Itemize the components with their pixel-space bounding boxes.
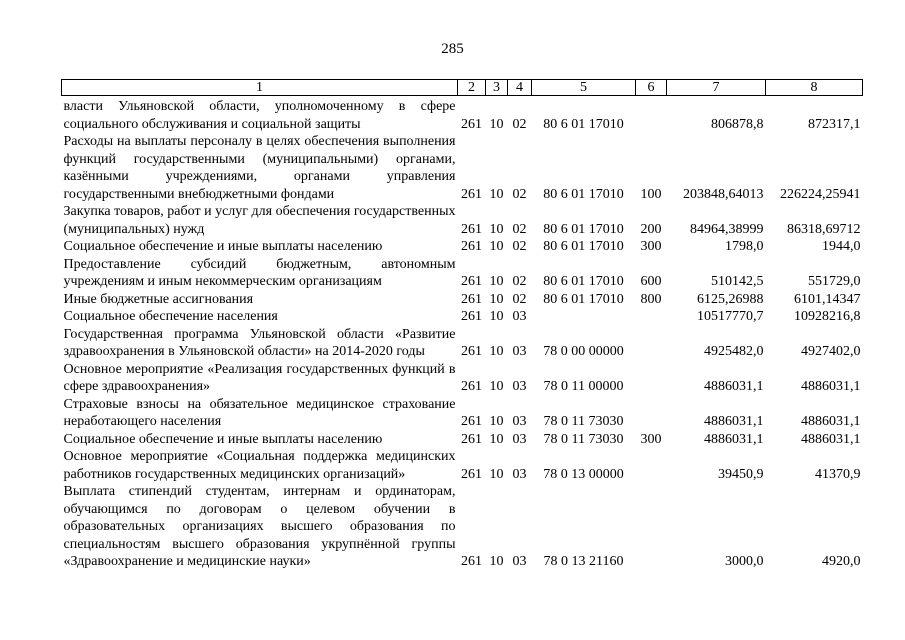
cell-subsection-code: 03 (512, 466, 527, 482)
cell-target-article: 78 0 13 00000 (543, 466, 624, 482)
cell-amount-col8: 86318,69712 (787, 221, 861, 237)
cell-subsection-code: 02 (512, 239, 527, 254)
cell-expense-type (636, 96, 667, 134)
row-name: Предоставление субсидий бюджетным, автономным учреждениям и иным некоммерческим организациям (63, 256, 456, 289)
column-header: 2 (458, 80, 486, 96)
cell-ministry-code: 261 (461, 554, 482, 569)
table-row (62, 291, 863, 309)
cell-amount-col8: 6101,14347 (794, 291, 861, 307)
cell-amount-col8: 4927402,0 (801, 344, 861, 359)
cell-subsection-code: 02 (512, 274, 527, 289)
row-name: Расходы на выплаты персоналу в целях обеспечения выполнения функций государственными (муниципальными) органами, казёнными учреждениями, органами управления государственными внебюджетными фондами (63, 134, 456, 202)
cell-subsection-code: 03 (512, 379, 527, 394)
cell-subsection-code: 03 (512, 344, 527, 359)
cell-section-code: 10 (489, 291, 504, 307)
row-name: Выплата стипендий студентам, интернам и ординаторам, обучающимся по договорам о целевом обучении в образовательных организациях высшего образования по специальностям высшего образования укрупнённой группы «Здравоохранение и медицинские науки» (63, 484, 456, 569)
cell-expense-type (636, 326, 667, 361)
cell-amount-col8: 872317,1 (808, 116, 861, 132)
page-number: 285 (441, 41, 464, 57)
cell-subsection-code: 02 (512, 116, 527, 132)
cell-section-code: 10 (489, 221, 504, 237)
column-header: 1 (62, 80, 458, 96)
cell-expense-type: 200 (640, 221, 662, 237)
cell-subsection-code: 03 (512, 431, 527, 447)
cell-amount-col7: 203848,64013 (683, 186, 764, 202)
column-header: 4 (508, 80, 532, 96)
cell-section-code: 10 (489, 239, 504, 254)
cell-section-code: 10 (489, 379, 504, 394)
cell-section-code: 10 (489, 554, 504, 569)
cell-ministry-code: 261 (461, 309, 482, 324)
cell-ministry-code: 261 (461, 274, 482, 289)
cell-ministry-code: 261 (461, 116, 482, 132)
cell-ministry-code: 261 (461, 379, 482, 394)
table-header (62, 80, 863, 96)
table-row (62, 431, 863, 449)
cell-target-article: 80 6 01 17010 (543, 186, 624, 202)
cell-target-article: 78 0 13 21160 (543, 554, 624, 569)
cell-ministry-code: 261 (461, 344, 482, 359)
column-header: 3 (486, 80, 508, 96)
table-row (62, 96, 863, 134)
cell-expense-type (636, 448, 667, 483)
row-name: власти Ульяновской области, уполномоченному в сфере социального обслуживания и социальной защиты (63, 99, 456, 132)
cell-ministry-code: 261 (461, 186, 482, 202)
cell-section-code: 10 (489, 344, 504, 359)
table-row (62, 238, 863, 256)
cell-ministry-code: 261 (461, 414, 482, 429)
cell-target-article: 80 6 01 17010 (543, 116, 624, 132)
cell-amount-col7: 510142,5 (711, 274, 764, 289)
cell-expense-type (636, 396, 667, 431)
cell-expense-type (636, 308, 667, 326)
cell-amount-col7: 806878,8 (711, 116, 764, 132)
cell-ministry-code: 261 (461, 466, 482, 482)
cell-target-article (532, 308, 636, 326)
cell-amount-col8: 4886031,1 (801, 379, 861, 394)
cell-amount-col7: 4886031,1 (704, 414, 764, 429)
cell-amount-col7: 10517770,7 (697, 309, 764, 324)
cell-expense-type: 100 (640, 186, 662, 202)
table-row (62, 326, 863, 361)
cell-amount-col8: 10928216,8 (794, 309, 861, 324)
row-name: Закупка товаров, работ и услуг для обеспечения государственных (муниципальных) нужд (63, 204, 456, 237)
cell-section-code: 10 (489, 414, 504, 429)
cell-ministry-code: 261 (461, 239, 482, 254)
cell-section-code: 10 (489, 309, 504, 324)
table-row (62, 361, 863, 396)
cell-section-code: 10 (489, 431, 504, 447)
cell-target-article: 80 6 01 17010 (543, 221, 624, 237)
table-row (62, 483, 863, 571)
cell-amount-col7: 1798,0 (725, 239, 764, 254)
cell-amount-col8: 551729,0 (808, 274, 861, 289)
cell-section-code: 10 (489, 116, 504, 132)
row-name: Государственная программа Ульяновской области «Развитие здравоохранения в Ульяновской области» на 2014-2020 годы (63, 326, 456, 359)
cell-ministry-code: 261 (461, 221, 482, 237)
cell-amount-col8: 4886031,1 (801, 414, 861, 429)
cell-target-article: 78 0 11 73030 (543, 414, 624, 429)
column-header: 6 (636, 80, 667, 96)
cell-amount-col7: 4925482,0 (704, 344, 764, 359)
cell-amount-col7: 39450,9 (718, 466, 764, 482)
cell-target-article: 80 6 01 17010 (543, 239, 624, 254)
cell-section-code: 10 (489, 466, 504, 482)
cell-amount-col8: 1944,0 (822, 239, 861, 254)
row-name: Основное мероприятие «Реализация государственных функций в сфере здравоохранения» (63, 361, 456, 394)
row-name: Основное мероприятие «Социальная поддержка медицинских работников государственных медицинских организаций» (63, 449, 456, 482)
budget-table (61, 79, 863, 571)
cell-target-article: 80 6 01 17010 (543, 274, 624, 289)
cell-expense-type: 300 (640, 239, 662, 254)
cell-expense-type: 300 (640, 431, 662, 447)
cell-expense-type: 600 (640, 274, 662, 289)
cell-subsection-code: 02 (512, 291, 527, 307)
cell-target-article: 78 0 11 73030 (543, 431, 624, 447)
table-body (62, 96, 863, 571)
cell-amount-col8: 4920,0 (822, 554, 861, 569)
cell-amount-col8: 41370,9 (815, 466, 861, 482)
cell-ministry-code: 261 (461, 291, 482, 307)
cell-subsection-code: 03 (512, 554, 527, 569)
column-header: 8 (766, 80, 863, 96)
column-header: 5 (532, 80, 636, 96)
cell-target-article: 80 6 01 17010 (543, 291, 624, 307)
row-name: Иные бюджетные ассигнования (63, 291, 254, 307)
cell-amount-col7: 84964,38999 (690, 221, 764, 237)
cell-amount-col7: 4886031,1 (704, 379, 764, 394)
cell-amount-col8: 4886031,1 (801, 431, 861, 447)
table-row (62, 396, 863, 431)
cell-subsection-code: 02 (512, 186, 527, 202)
row-name: Социальное обеспечение и иные выплаты населению (63, 239, 383, 254)
table-row (62, 448, 863, 483)
cell-amount-col7: 6125,26988 (697, 291, 764, 307)
column-header: 7 (667, 80, 766, 96)
cell-subsection-code: 03 (512, 414, 527, 429)
cell-subsection-code: 02 (512, 221, 527, 237)
row-name: Социальное обеспечение и иные выплаты населению (63, 431, 383, 447)
table-row (62, 308, 863, 326)
header-row (62, 80, 863, 96)
cell-target-article: 78 0 11 00000 (543, 379, 624, 394)
cell-target-article: 78 0 00 00000 (543, 344, 624, 359)
cell-section-code: 10 (489, 186, 504, 202)
cell-subsection-code: 03 (512, 309, 527, 324)
row-name: Социальное обеспечение населения (63, 309, 278, 324)
table-row (62, 256, 863, 291)
cell-amount-col7: 4886031,1 (704, 431, 764, 447)
cell-expense-type (636, 361, 667, 396)
row-name: Страховые взносы на обязательное медицинское страхование неработающего населения (63, 396, 456, 429)
table-row (62, 203, 863, 238)
cell-expense-type: 800 (640, 291, 662, 307)
cell-expense-type (636, 483, 667, 571)
cell-amount-col7: 3000,0 (725, 554, 764, 569)
cell-amount-col8: 226224,25941 (780, 186, 861, 202)
cell-section-code: 10 (489, 274, 504, 289)
table-row (62, 133, 863, 203)
cell-ministry-code: 261 (461, 431, 482, 447)
